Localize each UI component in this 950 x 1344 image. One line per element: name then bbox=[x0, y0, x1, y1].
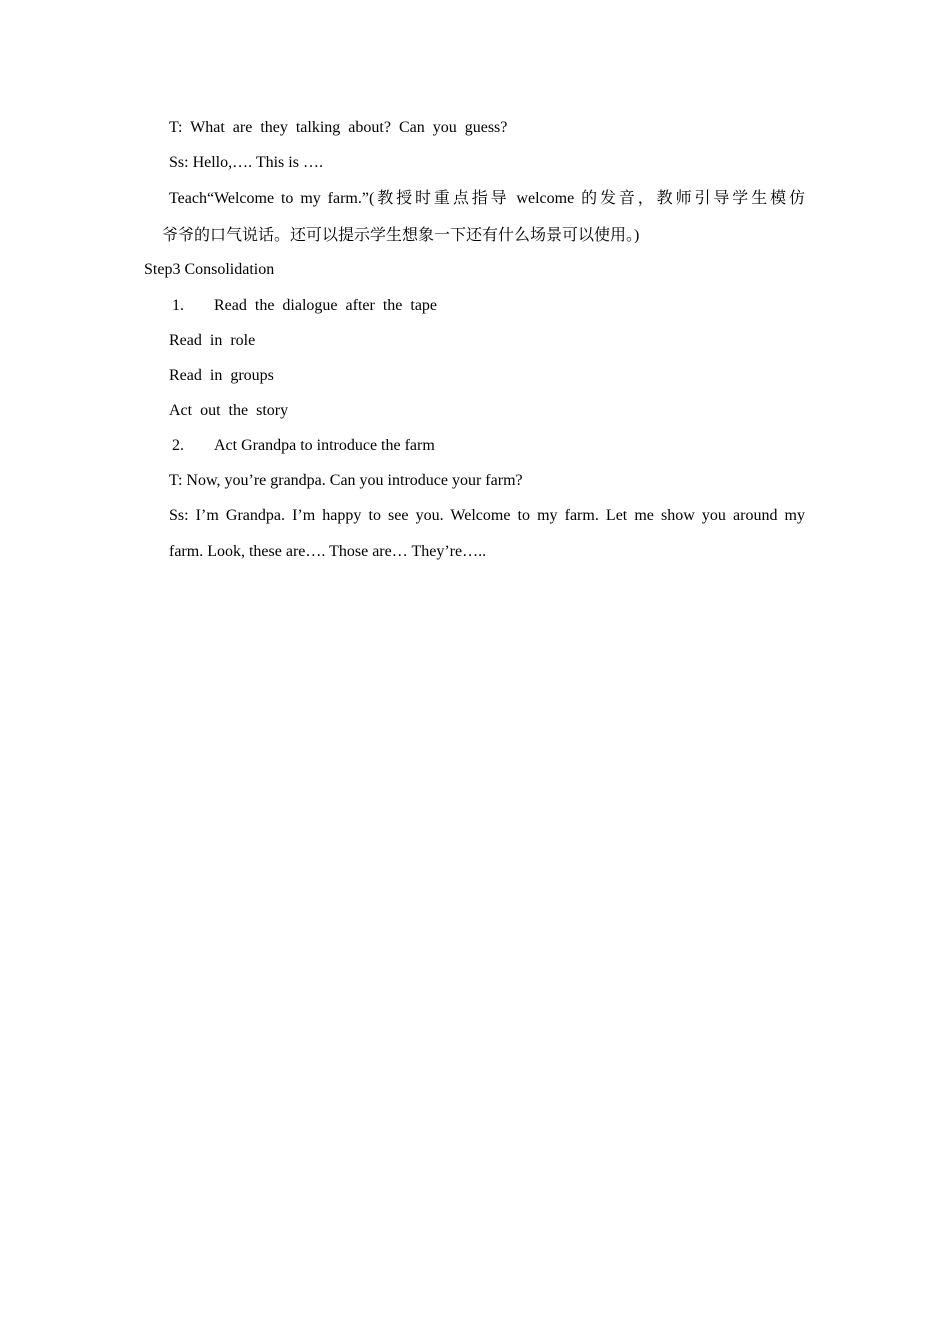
list-text: Act Grandpa to introduce the farm bbox=[214, 437, 435, 454]
read-in-role-line: Read in role bbox=[169, 332, 256, 349]
students-reply-line: Ss: Hello,…. This is …. bbox=[169, 154, 323, 171]
teach-instruction-line: Teach“Welcome to my farm.”(教授时重点指导 welcome 的发音，教师引导学生模仿 bbox=[169, 190, 805, 207]
list-number: 1. bbox=[172, 297, 184, 314]
list-item-2 bbox=[172, 436, 435, 456]
teacher-question-line: T: What are they talking about? Can you guess? bbox=[169, 119, 508, 136]
step3-heading: Step3 Consolidation bbox=[144, 261, 275, 278]
student-intro-continuation: farm. Look, these are…. Those are… They’re….. bbox=[169, 543, 487, 560]
list-text: Read the dialogue after the tape bbox=[214, 297, 438, 314]
student-intro-line: Ss: I’m Grandpa. I’m happy to see you. Welcome to my farm. Let me show you around my bbox=[169, 507, 805, 524]
list-number: 2. bbox=[172, 437, 184, 454]
teacher-prompt-line: T: Now, you’re grandpa. Can you introduce your farm? bbox=[169, 472, 523, 489]
list-item-1 bbox=[172, 296, 437, 316]
act-out-story-line: Act out the story bbox=[169, 402, 289, 419]
read-in-groups-line: Read in groups bbox=[169, 367, 274, 384]
teach-instruction-continuation: 爷爷的口气说话。还可以提示学生想象一下还有什么场景可以使用。) bbox=[162, 227, 640, 244]
